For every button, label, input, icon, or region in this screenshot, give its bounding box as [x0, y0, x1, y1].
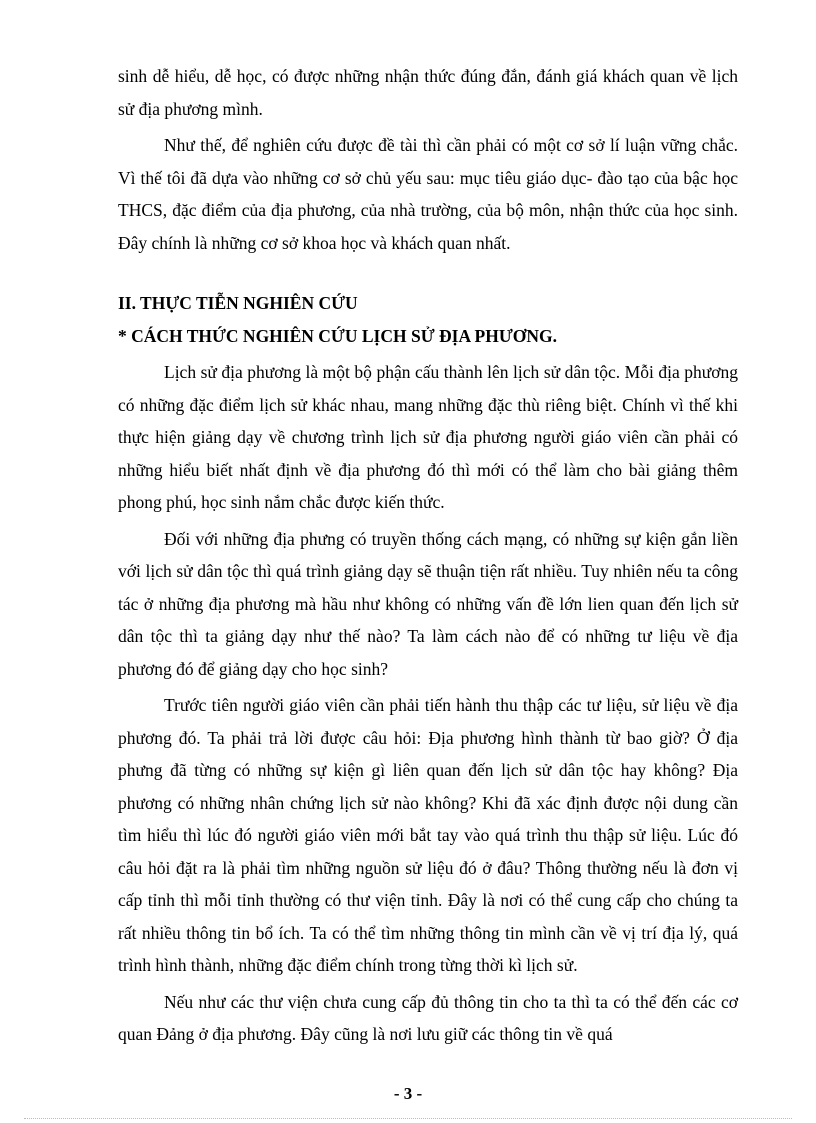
sub-heading: * CÁCH THỨC NGHIÊN CỨU LỊCH SỬ ĐỊA PHƯƠNG.: [118, 325, 557, 346]
paragraph-revolutionary-localities: Đối với những địa phưng có truyền thống cách mạng, có những sự kiện gắn liền với lịch sử dân tộc thì quá trình giảng dạy sẽ thuận tiện rất nhiều. Tuy nhiên nếu ta công tác ở những địa phương mà hầu như không có những vấn đề lớn lien quan đến lịch sử dân tộc thì ta giảng dạy như thế nào? Ta làm cách nào để có những tư liệu về địa phương đó để giảng dạy cho học sinh?: [118, 528, 738, 679]
paragraph-collecting-materials: Trước tiên người giáo viên cần phải tiến hành thu thập các tư liệu, sử liệu về địa phương đó. Ta phải trả lời được câu hỏi: Địa phương hình thành từ bao giờ? Ở địa phưng đã từng có những sự kiện gì liên quan đến lịch sử dân tộc hay không? Địa phương có những nhân chứng lịch sử nào không? Khi đã xác định được nội dung cần tìm hiểu thì lúc đó người giáo viên mới bắt tay vào quá trình thu thập sử liệu. Lúc đó câu hỏi đặt ra là phải tìm những nguồn sử liệu đó ở đâu? Thông thường nếu là đơn vị cấp tỉnh thì mỗi tỉnh thường có thư viện tỉnh. Đây là nơi có thể cung cấp cho chúng ta rất nhiều thông tin bổ ích. Ta có thể tìm những thông tin mình cần về vị trí địa lý, quá trình hình thành, những đặc điểm chính trong từng thời kì lịch sử.: [118, 695, 738, 975]
document-page: [118, 60, 738, 1055]
section-heading: II. THỰC TIỄN NGHIÊN CỨU: [118, 293, 358, 313]
bottom-divider: [24, 1118, 792, 1119]
paragraph-libraries: Nếu như các thư viện chưa cung cấp đủ thông tin cho ta thì ta có thể đến các cơ quan Đảng ở địa phương. Đây cũng là nơi lưu giữ các thông tin về quá: [118, 991, 738, 1044]
paragraph-continuation: sinh dễ hiểu, dễ học, có được những nhận thức đúng đắn, đánh giá khách quan về lịch sử địa phương mình.: [118, 66, 738, 119]
paragraph-local-history: Lịch sử địa phương là một bộ phận cấu thành lên lịch sử dân tộc. Mỗi địa phương có những đặc điểm lịch sử khác nhau, mang những đặc thù riêng biệt. Chính vì thế khi thực hiện giảng dạy về chương trình lịch sử địa phương người giáo viên cần phải có những hiểu biết nhất định về địa phương đó thì mới có thể làm cho bài giảng thêm phong phú, học sinh nắm chắc được kiến thức.: [118, 362, 738, 512]
paragraph-theoretical-basis: Như thế, để nghiên cứu được đề tài thì cần phải có một cơ sở lí luận vững chắc. Vì thế tôi đã dựa vào những cơ sở chủ yếu sau: mục tiêu giáo dục- đào tạo của bậc học THCS, đặc điểm của địa phương, của nhà trường, của bộ môn, nhận thức của học sinh. Đây chính là những cơ sở khoa học và khách quan nhất.: [118, 135, 738, 253]
section-gap: [118, 263, 738, 287]
page-number: - 3 -: [393, 1084, 423, 1103]
